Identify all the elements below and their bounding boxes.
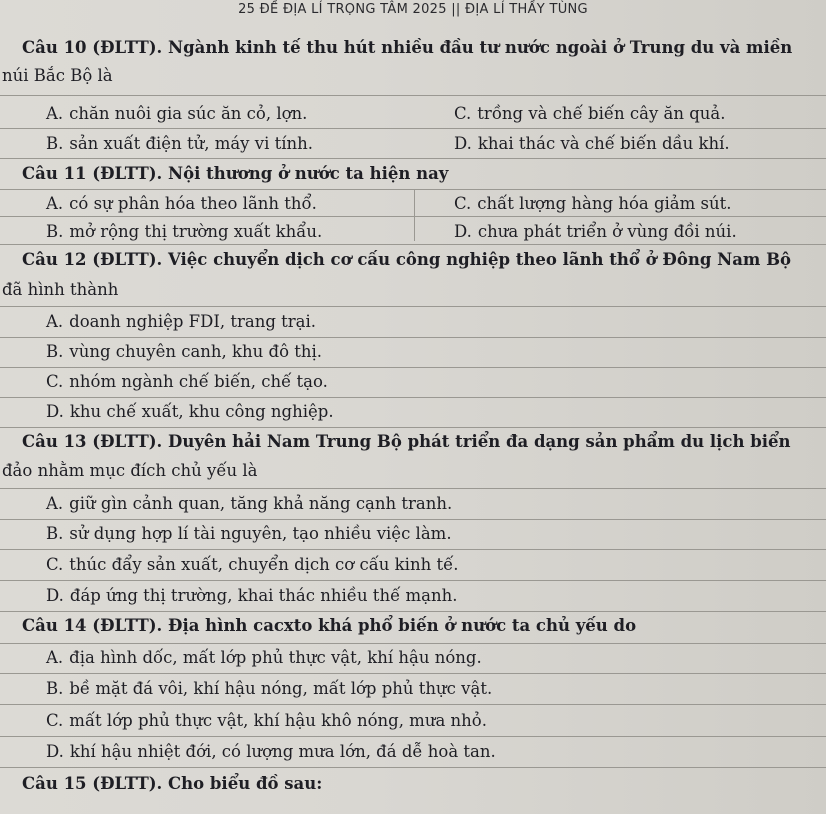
question-12-line2: đã hình thành [2,280,119,299]
question-10-option-c: C. trồng và chế biến cây ăn quả. [454,104,726,123]
question-12-option-d: D. khu chế xuất, khu công nghiệp. [46,402,334,421]
divider [0,189,826,190]
divider [0,216,826,217]
question-13-line1: Câu 13 (ĐLTT). Duyên hải Nam Trung Bộ phát triển đa dạng sản phẩm du lịch biển [22,432,791,451]
question-15-line1: Câu 15 (ĐLTT). Cho biểu đồ sau: [22,774,323,793]
divider [0,427,826,428]
question-13-option-c: C. thúc đẩy sản xuất, chuyển dịch cơ cấu kinh tế. [46,555,459,574]
question-13-line2: đảo nhằm mục đích chủ yếu là [2,461,258,480]
divider [0,158,826,159]
question-10-line1: Câu 10 (ĐLTT). Ngành kinh tế thu hút nhiều đầu tư nước ngoài ở Trung du và miền [22,38,793,57]
question-11-option-c: C. chất lượng hàng hóa giảm sút. [454,194,732,213]
column-divider [414,189,415,241]
question-11-option-d: D. chưa phát triển ở vùng đồi núi. [454,222,737,241]
question-11-line1: Câu 11 (ĐLTT). Nội thương ở nước ta hiện nay [22,164,449,183]
question-12-option-a: A. doanh nghiệp FDI, trang trại. [46,312,317,331]
question-10-option-d: D. khai thác và chế biến dầu khí. [454,134,730,153]
divider [0,580,826,581]
page-header: 25 ĐỀ ĐỊA LÍ TRỌNG TÂM 2025 || ĐỊA LÍ THẦY TÙNG [238,2,588,17]
divider [0,736,826,737]
question-14-option-d: D. khí hậu nhiệt đới, có lượng mưa lớn, đá dễ hoà tan. [46,742,496,761]
question-12-option-c: C. nhóm ngành chế biến, chế tạo. [46,372,328,391]
question-10-line2: núi Bắc Bộ là [2,66,113,85]
question-13-option-d: D. đáp ứng thị trường, khai thác nhiều thế mạnh. [46,586,458,605]
question-14-option-c: C. mất lớp phủ thực vật, khí hậu khô nóng, mưa nhỏ. [46,711,487,730]
divider [0,767,826,768]
question-14-line1: Câu 14 (ĐLTT). Địa hình cacxto khá phổ biến ở nước ta chủ yếu do [22,616,637,635]
question-14-option-b: B. bề mặt đá vôi, khí hậu nóng, mất lớp phủ thực vật. [46,679,493,698]
question-11-option-b: B. mở rộng thị trường xuất khẩu. [46,222,323,241]
divider [0,549,826,550]
question-14-option-a: A. địa hình dốc, mất lớp phủ thực vật, khí hậu nóng. [46,648,482,667]
divider [0,488,826,489]
divider [0,367,826,368]
divider [0,397,826,398]
divider [0,704,826,705]
question-12-line1: Câu 12 (ĐLTT). Việc chuyển dịch cơ cấu công nghiệp theo lãnh thổ ở Đông Nam Bộ [22,250,792,269]
question-13-option-a: A. giữ gìn cảnh quan, tăng khả năng cạnh tranh. [46,494,453,513]
divider [0,673,826,674]
divider [0,306,826,307]
question-13-option-b: B. sử dụng hợp lí tài nguyên, tạo nhiều việc làm. [46,524,452,543]
question-10-option-b: B. sản xuất điện tử, máy vi tính. [46,134,313,153]
divider [0,643,826,644]
divider [0,611,826,612]
divider [0,337,826,338]
divider [0,128,826,129]
question-11-option-a: A. có sự phân hóa theo lãnh thổ. [46,194,317,213]
divider [0,244,826,245]
divider [0,519,826,520]
divider [0,95,826,96]
question-10-option-a: A. chăn nuôi gia súc ăn cỏ, lợn. [46,104,308,123]
question-12-option-b: B. vùng chuyên canh, khu đô thị. [46,342,323,361]
